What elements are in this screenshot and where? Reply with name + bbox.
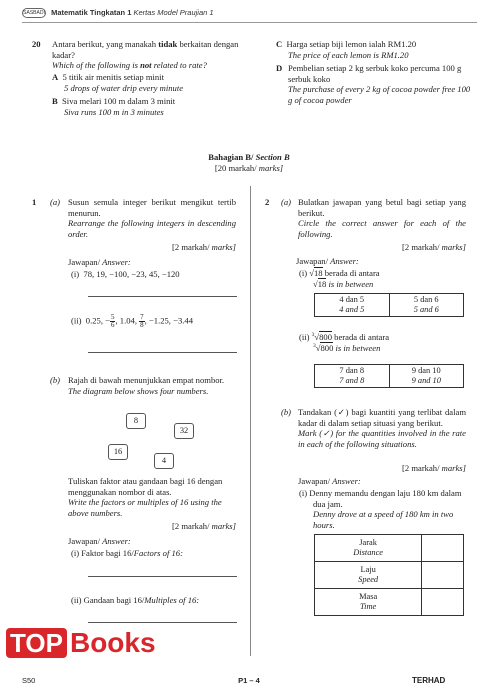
q2b-answer-label: Jawapan/ Answer: [298,476,361,486]
q2a-label: (a) [281,197,292,207]
q1b-label: (b) [50,375,61,385]
q2b-quantity-table [314,534,464,616]
publisher-logo: SASBADI [23,10,45,17]
option-7-8[interactable]: 7 dan 8 7 and 8 [315,365,390,388]
number-box-32: 32 [174,423,194,439]
topbooks-watermark [6,628,156,658]
q2a-i: (i) √18 berada di antara √18 is in between [299,268,380,289]
q1b-answer-label: Jawapan/ Answer: [68,536,131,546]
q2a-marks: [2 markah/ marks] [402,242,466,252]
q1b-i: (i) Faktor bagi 16/Factors of 16: [71,548,183,558]
q2b-marks: [2 markah/ marks] [402,463,466,473]
q1b-ii-answer-line [88,622,237,623]
number-box-4: 4 [154,453,174,469]
number-box-16: 16 [108,444,128,460]
q2a-i-options [314,293,464,317]
tick-cell-speed[interactable] [422,562,464,589]
watermark-top: TOP [6,628,67,658]
row-speed: Laju Speed [315,562,422,589]
q1b-marks: [2 markah/ marks] [172,521,236,531]
q2-number: 2 [265,197,270,207]
q1a-text: Susun semula integer berikut mengikut tertib menurun. Rearrange the following integers in descending order. [68,197,236,240]
row-time: Masa Time [315,589,422,616]
q1b-ii: (ii) Gandaan bagi 16/Multiples of 16: [71,595,200,605]
footer-page: P1 – 4 [238,676,260,685]
section-title: Bahagian B/ Section B [208,152,290,162]
section-marks: [20 markah/ marks] [214,163,284,173]
footer-code: S50 [22,676,36,685]
column-divider [250,186,251,656]
header-rule [22,22,477,23]
option-5-6[interactable]: 5 dan 6 5 and 6 [389,294,464,317]
q1a-i: (i) 78, 19, −100, −23, 45, −120 [71,269,180,279]
q2b-text: Tandakan (✓) bagi kuantiti yang terlibat dalam kadar di dalam setiap situasi yang berikut. Mark (✓) for the quantities involved in the rate in each of the following situations. [298,407,466,450]
q1a-i-answer-line [88,296,237,297]
page-header [22,8,214,18]
q20-option-c: C Harga setiap biji lemon ialah RM1.20 The price of each lemon is RM1.20 [276,39,417,60]
q1b-i-answer-line [88,576,237,577]
sqrt-symbol: √ [309,268,314,278]
footer-status: TERHAD [412,676,446,685]
row-distance: Jarak Distance [315,535,422,562]
q2b-i: (i) Denny memandu dengan laju 180 km dalam dua jam. Denny drove at a speed of 180 km in two hours. [299,488,462,531]
q2a-ii-options [314,364,464,388]
q20-number: 20 [32,39,41,49]
q1b-text: Rajah di bawah menunjukkan empat nombor. The diagram below shows four numbers. [68,375,225,396]
q20-option-a: A 5 titik air menitis setiap minit 5 drops of water drip every minute [52,72,184,93]
q1a-label: (a) [50,197,61,207]
q20-option-b: B Siva melari 100 m dalam 3 minit Siva runs 100 m in 3 minutes [52,96,176,117]
q2a-answer-label: Jawapan/ Answer: [296,256,359,266]
q2a-ii: (ii) $^3$√800 berada di antara $^3$√800 is in between [299,332,390,353]
tick-cell-time[interactable] [422,589,464,616]
q1a-ii: (ii) 0.25, − $\frac{5}{6}$ , 1.04, $\frac{7}{8}$ , −1.25, −3.44 [71,313,193,329]
option-9-10[interactable]: 9 dan 10 9 and 10 [389,365,464,388]
watermark-books: Books [69,627,156,658]
tick-cell-distance[interactable] [422,535,464,562]
header-subject: Matematik Tingkatan 1 [51,8,132,17]
q2a-text: Bulatkan jawapan yang betul bagi setiap yang berikut. Circle the correct answer for each of the following. [298,197,466,240]
q1b-text2: Tuliskan faktor atau gandaan bagi 16 dengan menggunakan nombor di atas. Write the factors or multiples of 16 using the above numbers. [68,476,223,519]
q2b-label: (b) [281,407,292,417]
header-subtitle: Kertas Model Praujian 1 [133,8,214,17]
q20-option-d: D Pembelian setiap 2 kg serbuk koko percuma 100 g serbuk koko The purchase of every 2 kg of cocoa powder free 100 g of cocoa powder [276,63,471,106]
option-4-5[interactable]: 4 dan 5 4 and 5 [315,294,390,317]
q20-stem: Antara berikut, yang manakah tidak berkaitan dengan kadar? Which of the following is not related to rate? [52,39,239,71]
q1-number: 1 [32,197,37,207]
q1a-marks: [2 markah/ marks] [172,242,236,252]
number-box-8: 8 [126,413,146,429]
q1a-answer-label: Jawapan/ Answer: [68,257,131,267]
q1a-ii-answer-line [88,352,237,353]
